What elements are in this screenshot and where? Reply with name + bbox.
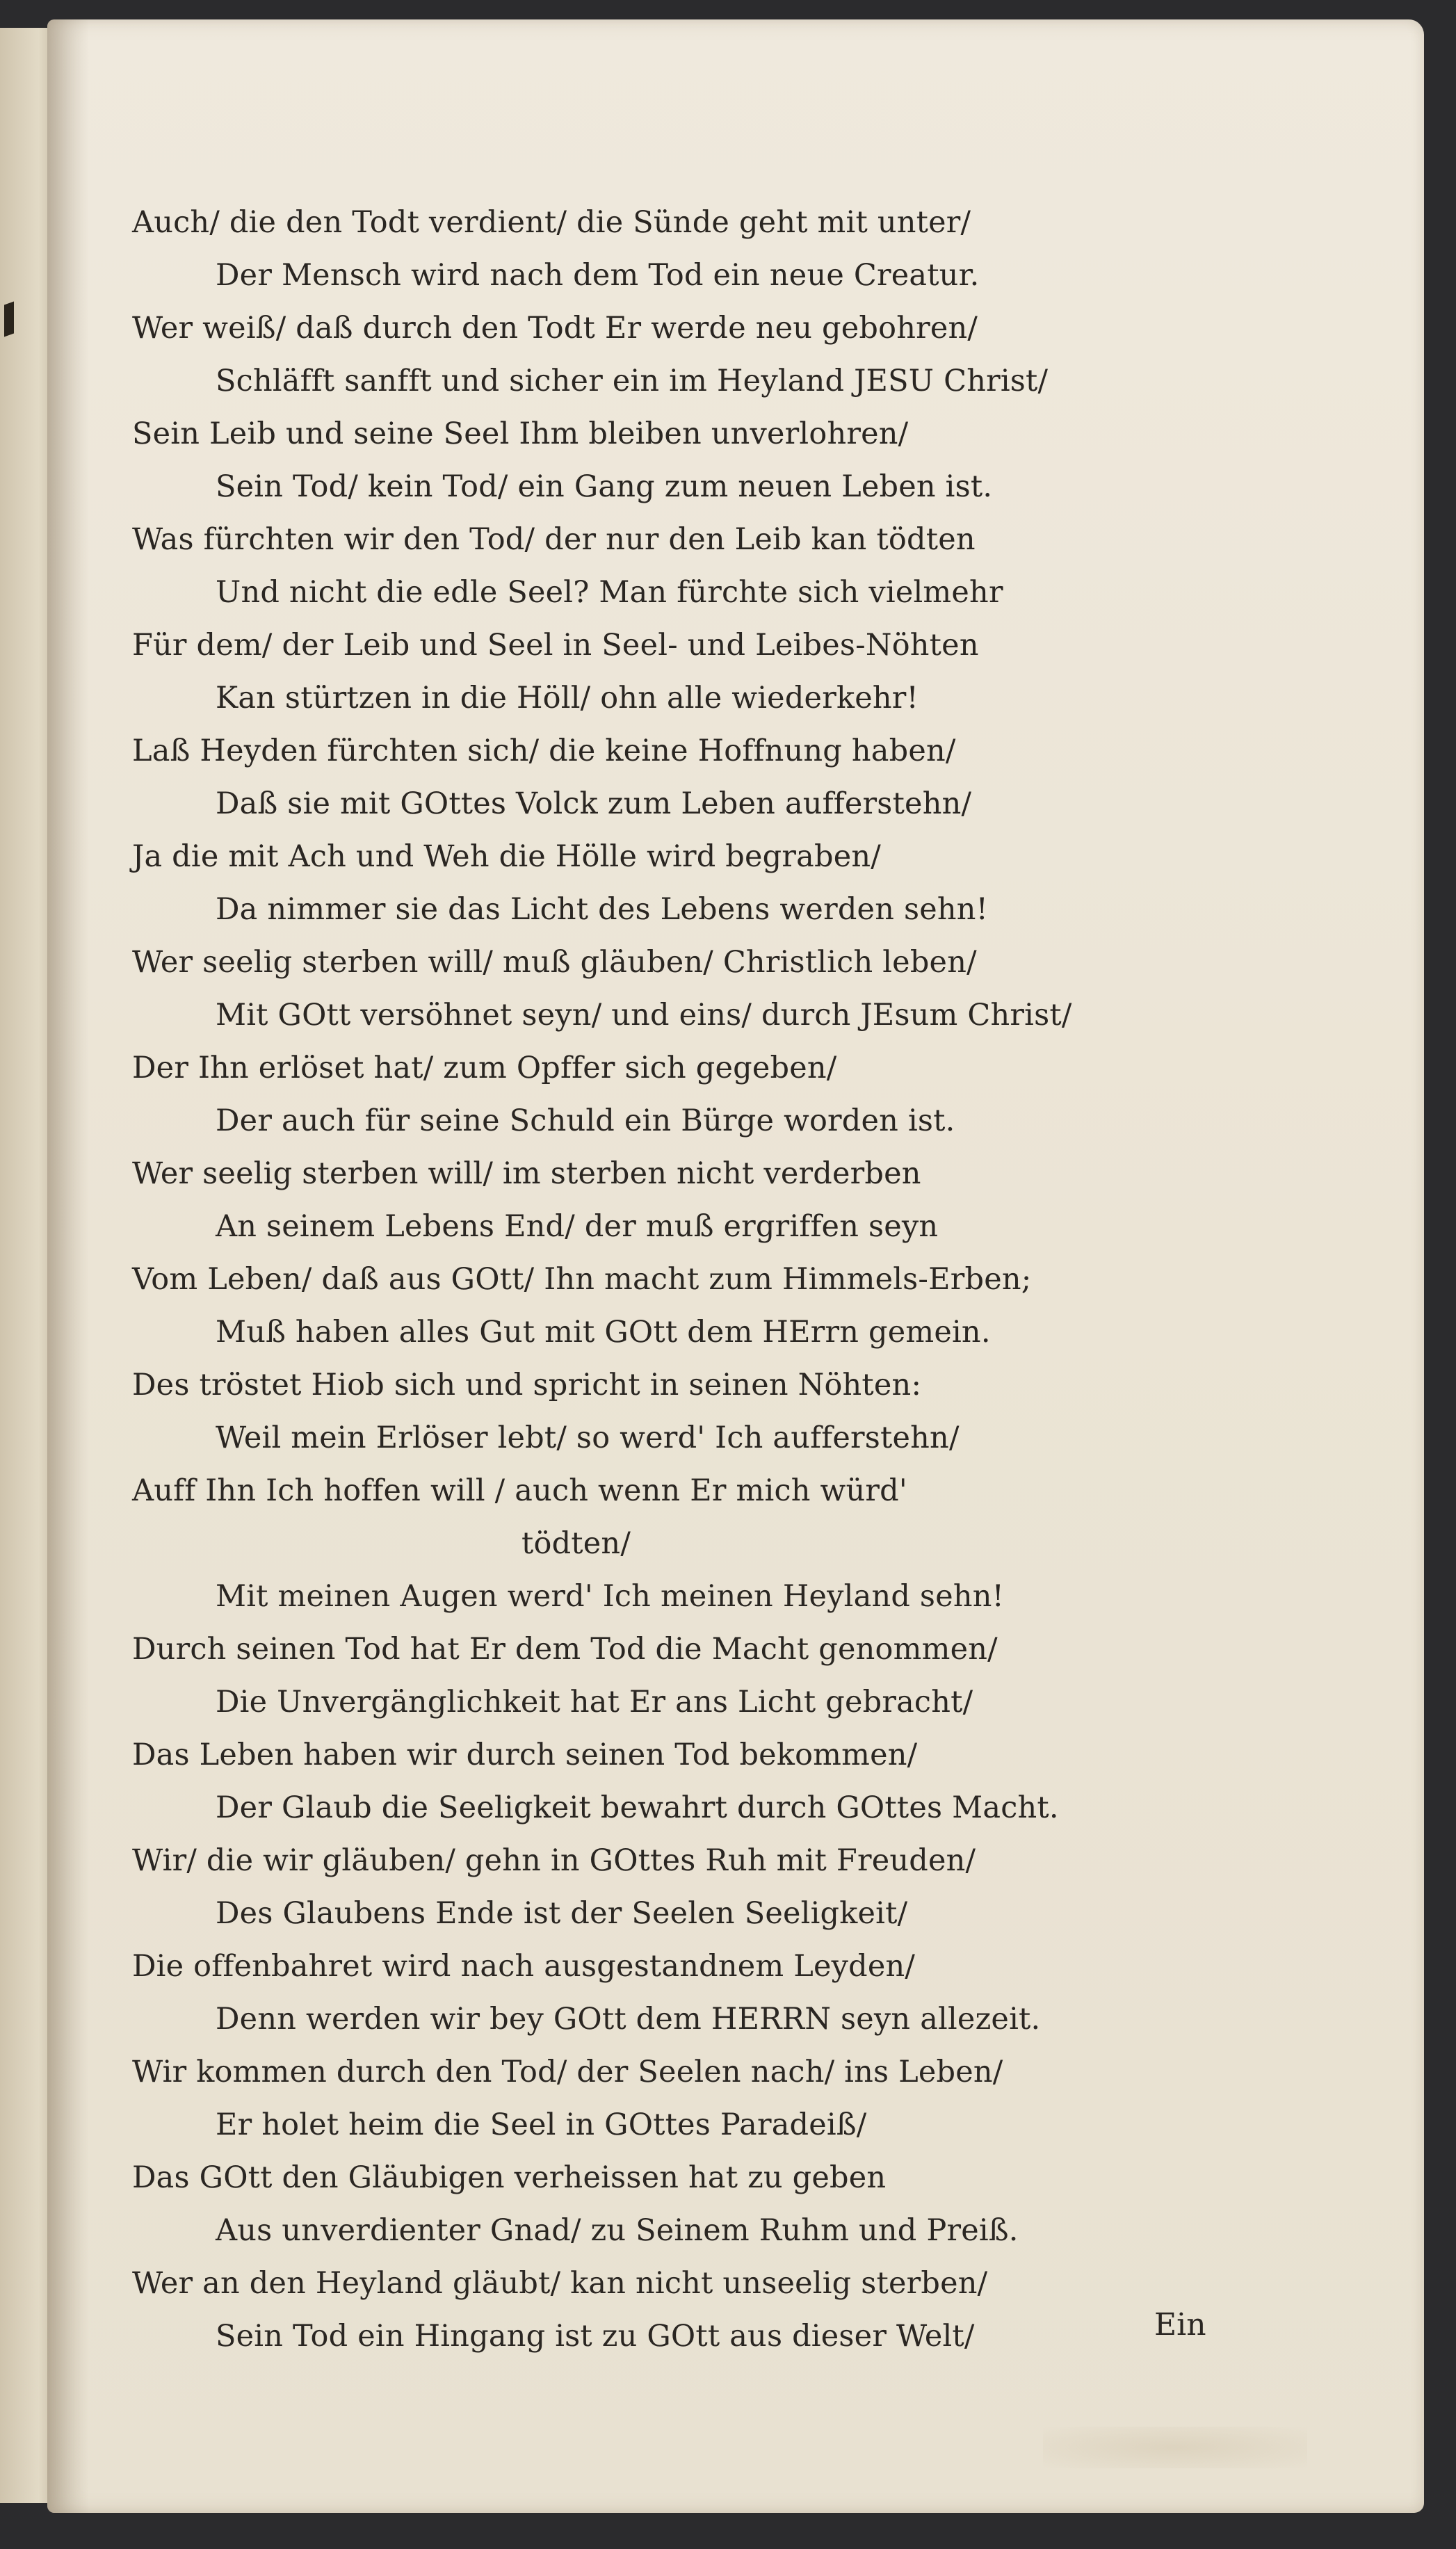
verse-line: Wer seelig sterben will/ im sterben nicht verderben [132, 1156, 921, 1191]
verse-line: Ja die mit Ach und Weh die Hölle wird begraben/ [132, 839, 881, 874]
verse-line: Wer weiß/ daß durch den Todt Er werde neu gebohren/ [132, 311, 978, 346]
verse-line: Wer seelig sterben will/ muß gläuben/ Christlich leben/ [132, 945, 977, 980]
verse-line: Denn werden wir bey GOtt dem HERRN seyn allezeit. [216, 2002, 1041, 2037]
verse-line: Weil mein Erlöser lebt/ so werd' Ich aufferstehn/ [216, 1421, 960, 1455]
verse-line: Der Ihn erlöset hat/ zum Opffer sich gegeben/ [132, 1051, 837, 1085]
verse-line: Und nicht die edle Seel? Man fürchte sich vielmehr [216, 575, 1003, 610]
verse-line: Daß sie mit GOttes Volck zum Leben aufferstehn/ [216, 786, 972, 821]
verse-line: Aus unverdienter Gnad/ zu Seinem Ruhm und Preiß. [216, 2213, 1019, 2248]
verse-line: Des tröstet Hiob sich und spricht in seinen Nöhten: [132, 1368, 922, 1402]
verse-line: Das GOtt den Gläubigen verheissen hat zu geben [132, 2160, 887, 2195]
verse-line: Durch seinen Tod hat Er dem Tod die Macht genommen/ [132, 1632, 998, 1667]
verse-line: Mit meinen Augen werd' Ich meinen Heyland sehn! [216, 1579, 1005, 1614]
verse-line: Er holet heim die Seel in GOttes Paradeiß/ [216, 2107, 867, 2142]
verse-line: Wir kommen durch den Tod/ der Seelen nach/ ins Leben/ [132, 2055, 1003, 2089]
verse-line: Die offenbahret wird nach ausgestandnem Leyden/ [132, 1949, 916, 1984]
verse-line: Wer an den Heyland gläubt/ kan nicht unseelig sterben/ [132, 2266, 988, 2301]
verse-line: Des Glaubens Ende ist der Seelen Seeligkeit/ [216, 1896, 908, 1931]
verse-line: Das Leben haben wir durch seinen Tod bekommen/ [132, 1738, 918, 1772]
ink-mark [4, 301, 14, 337]
verse-line: Für dem/ der Leib und Seel in Seel- und Leibes-Nöhten [132, 628, 979, 663]
verse-line: Wir/ die wir gläuben/ gehn in GOttes Ruh mit Freuden/ [132, 1843, 976, 1878]
verse-line: Muß haben alles Gut mit GOtt dem HErrn gemein. [216, 1315, 991, 1350]
verse-line: Die Unvergänglichkeit hat Er ans Licht gebracht/ [216, 1685, 973, 1719]
poem-text [132, 196, 1259, 2363]
verse-line: Sein Tod ein Hingang ist zu GOtt aus dieser Welt/ [216, 2319, 975, 2354]
verse-line: Mit GOtt versöhnet seyn/ und eins/ durch JEsum Christ/ [216, 998, 1072, 1033]
verse-line: Laß Heyden fürchten sich/ die keine Hoffnung haben/ [132, 734, 956, 768]
verse-line: Was fürchten wir den Tod/ der nur den Leib kan tödten [132, 522, 976, 557]
verse-line: Schläfft sanfft und sicher ein im Heyland JESU Christ/ [216, 364, 1049, 398]
gutter-shadow [47, 19, 89, 2513]
verse-line: Auch/ die den Todt verdient/ die Sünde geht mit unter/ [132, 205, 971, 240]
verse-line: Vom Leben/ daß aus GOtt/ Ihn macht zum Himmels-Erben; [132, 1262, 1032, 1297]
verse-line: Der Mensch wird nach dem Tod ein neue Creatur. [216, 258, 980, 293]
verse-line: Sein Tod/ kein Tod/ ein Gang zum neuen Leben ist. [216, 469, 993, 504]
paper-stain [1043, 2427, 1307, 2468]
verse-line: Da nimmer sie das Licht des Lebens werden sehn! [216, 892, 989, 927]
verse-line: Kan stürtzen in die Höll/ ohn alle wiederkehr! [216, 681, 919, 715]
verse-line: An seinem Lebens End/ der muß ergriffen seyn [216, 1209, 939, 1244]
verse-line: Sein Leib und seine Seel Ihm bleiben unverlohren/ [132, 416, 909, 451]
catchword: Ein [1154, 2307, 1206, 2342]
verse-line: Auff Ihn Ich hoffen will / auch wenn Er mich würd' [132, 1473, 907, 1508]
verse-line: Der Glaub die Seeligkeit bewahrt durch GOttes Macht. [216, 1790, 1059, 1825]
verse-line: tödten/ [521, 1526, 631, 1561]
verse-line: Der auch für seine Schuld ein Bürge worden ist. [216, 1103, 955, 1138]
